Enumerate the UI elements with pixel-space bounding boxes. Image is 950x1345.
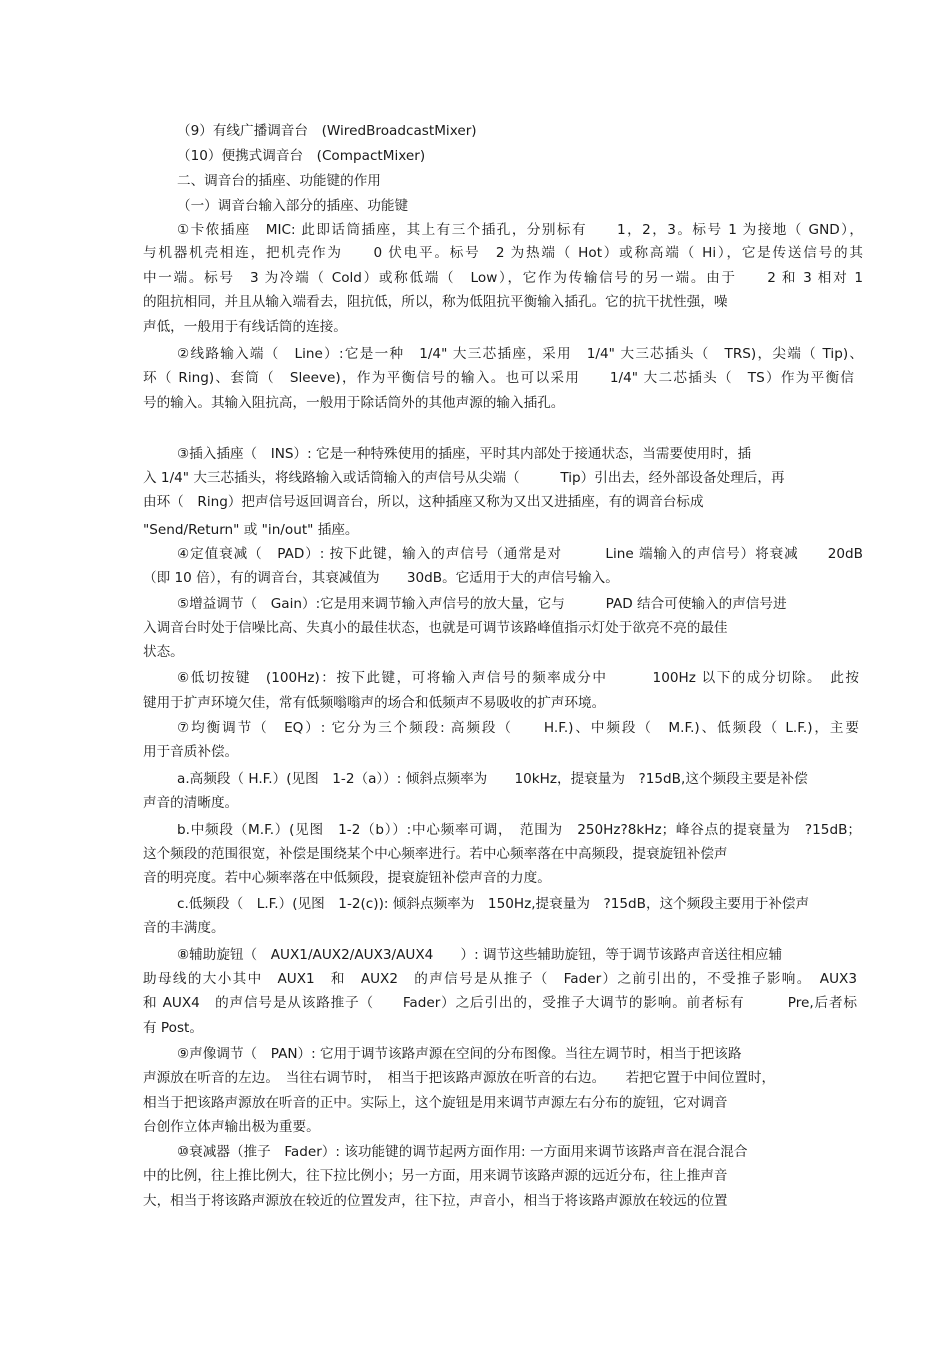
subsection-heading: （一）调音台输入部分的插座、功能键 — [177, 198, 409, 214]
paragraph-line: ①卡侬插座 MIC: 此即话筒插座，其上有三个插孔，分别标有 1，2，3。标号 1 为接地（ GND）， — [177, 222, 863, 238]
paragraph-line: 的阻抗相同，并且从输入端看去，阻抗低，所以，称为低阻抗平衡输入插孔。它的抗干扰性强，噪 — [143, 294, 728, 310]
paragraph-line: 与机器机壳相连，把机壳作为 0 伏电平。标号 2 为热端（ Hot）或称高端（ Hi），它是传送信号的其 — [143, 245, 863, 261]
paragraph-line: 入 1/4" 大三芯插头，将线路输入或话筒输入的声信号从尖端（ Tip）引出去，经外部设备处理后，再 — [143, 470, 785, 486]
paragraph-line: 号的输入。其输入阻抗高，一般用于除话筒外的其他声源的输入插孔。 — [143, 395, 565, 411]
paragraph-line: ⑦均衡调节（ EQ）: 它分为三个频段: 高频段（ H.F.)、中频段（ M.F.)、低频段（ L.F.)，主要 — [177, 720, 859, 736]
paragraph-line: ④定值衰减（ PAD）: 按下此键，输入的声信号（通常是对 Line 端输入的声信号）将衰减 20dB — [177, 546, 863, 562]
paragraph-line: ②线路输入端（ Line）:它是一种 1/4" 大三芯插座，采用 1/4" 大三芯插头（ TRS)，尖端（ Tip)、 — [177, 346, 863, 362]
paragraph-line: b.中频段（M.F.）(见图 1-2（b））:中心频率可调， 范围为 250Hz?8kHz；峰谷点的提衰量为 ?15dB； — [177, 822, 861, 838]
paragraph-line: 中一端。标号 3 为冷端（ Cold）或称低端（ Low），它作为传输信号的另一端。由于 2 和 3 相对 1 — [143, 270, 863, 286]
paragraph-line: 助母线的大小其中 AUX1 和 AUX2 的声信号是从推子（ Fader）之前引出的，不受推子影响。 AUX3 — [143, 971, 857, 987]
paragraph-line: ⑩衰减器（推子 Fader）: 该功能键的调节起两方面作用: 一方面用来调节该路声音在混合混合 — [177, 1144, 748, 1160]
paragraph-line: 状态。 — [143, 644, 184, 660]
paragraph-line: a.高频段（ H.F.）(见图 1-2（a））: 倾斜点频率为 10kHz，提衰量为 ?15dB,这个频段主要是补偿 — [177, 771, 808, 787]
paragraph-line: 这个频段的范围很宽，补偿是围绕某个中心频率进行。若中心频率落在中高频段，提衰旋钮补偿声 — [143, 846, 728, 862]
paragraph-line: 声音的清晰度。 — [143, 795, 239, 811]
paragraph-line: 大，相当于将该路声源放在较近的位置发声，往下拉，声音小，相当于将该路声源放在较远的位置 — [143, 1193, 728, 1209]
paragraph-line: （即 10 倍），有的调音台，其衰减值为 30dB。它适用于大的声信号输入。 — [143, 570, 619, 586]
paragraph-line: 音的丰满度。 — [143, 920, 225, 936]
paragraph-line: 中的比例，往上推比例大，往下拉比例小；另一方面，用来调节该路声源的远近分布，往上推声音 — [143, 1168, 728, 1184]
paragraph-line: "Send/Return" 或 "in/out" 插座。 — [143, 522, 359, 538]
paragraph-line: ⑨声像调节（ PAN）: 它用于调节该路声源在空间的分布图像。当往左调节时，相当于把该路 — [177, 1046, 742, 1062]
paragraph-line: 声源放在听音的左边。 当往右调节时， 相当于把该路声源放在听音的右边。 若把它置于中间位置时， — [143, 1070, 776, 1086]
section-heading: 二、调音台的插座、功能键的作用 — [177, 173, 381, 189]
paragraph-line: 音的明亮度。若中心频率落在中低频段，提衰旋钮补偿声音的力度。 — [143, 870, 551, 886]
paragraph-line: 由环（ Ring）把声信号返回调音台，所以，这种插座又称为又出又进插座，有的调音台标成 — [143, 494, 704, 510]
paragraph-line: ⑥低切按键 (100Hz)：按下此键，可将输入声信号的频率成分中 100Hz 以下的成分切除。 此按 — [177, 670, 859, 686]
paragraph-line: ⑧辅助旋钮（ AUX1/AUX2/AUX3/AUX4 ）: 调节这些辅助旋钮，等于调节该路声音送往相应辅 — [177, 947, 783, 963]
paragraph-line: 相当于把该路声源放在听音的正中。实际上，这个旋钮是用来调节声源左右分布的旋钮，它对调音 — [143, 1095, 728, 1111]
paragraph-line: 入调音台时处于信噪比高、失真小的最佳状态，也就是可调节该路峰值指示灯处于欲亮不亮的最佳 — [143, 620, 728, 636]
paragraph-line: 声低，一般用于有线话筒的连接。 — [143, 319, 347, 335]
paragraph-line: 键用于扩声环境欠佳，常有低频嗡嗡声的场合和低频声不易吸收的扩声环境。 — [143, 695, 606, 711]
paragraph-line: 环（ Ring)、套筒（ Sleeve)，作为平衡信号的输入。也可以采用 1/4" 大二芯插头（ TS）作为平衡信 — [143, 370, 854, 386]
paragraph-line: 和 AUX4 的声信号是从该路推子（ Fader）之后引出的，受推子大调节的影响。前者标有 Pre,后者标 — [143, 995, 857, 1011]
heading-10-compact-mixer: （10）便携式调音台 (CompactMixer) — [177, 148, 426, 164]
paragraph-line: ⑤增益调节（ Gain）:它是用来调节输入声信号的放大量，它与 PAD 结合可使输入的声信号进 — [177, 596, 787, 612]
paragraph-line: ③插入插座（ INS）: 它是一种特殊使用的插座，平时其内部处于接通状态，当需要使用时，插 — [177, 446, 752, 462]
paragraph-line: 用于音质补偿。 — [143, 744, 239, 760]
paragraph-line: 台创作立体声输出极为重要。 — [143, 1119, 320, 1135]
paragraph-line: c.低频段（ L.F.）(见图 1-2(c)): 倾斜点频率为 150Hz,提衰量为 ?15dB，这个频段主要用于补偿声 — [177, 896, 810, 912]
paragraph-line: 有 Post。 — [143, 1020, 203, 1036]
heading-9-wired-broadcast-mixer: （9）有线广播调音台 (WiredBroadcastMixer) — [177, 123, 477, 139]
